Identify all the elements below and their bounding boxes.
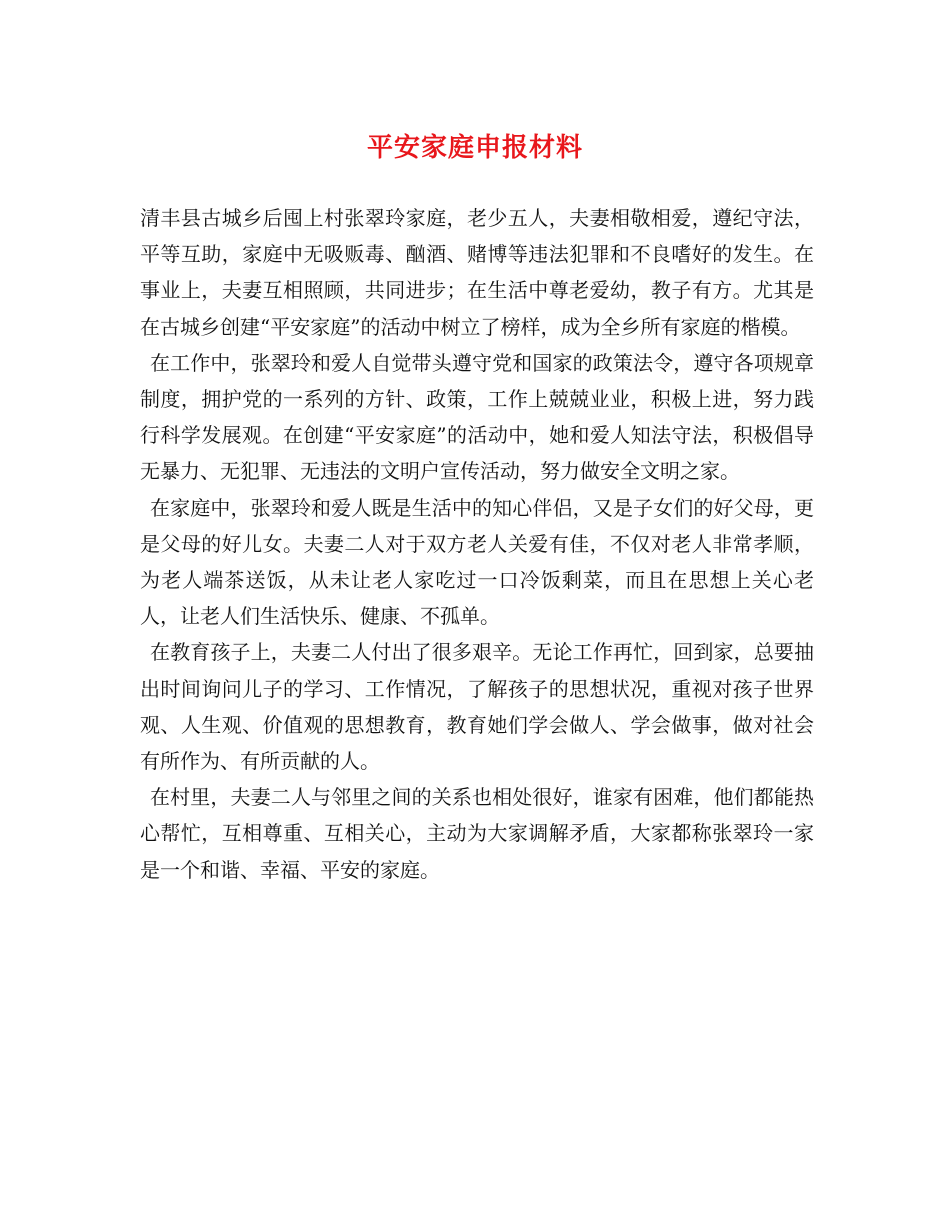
document-title: 平安家庭申报材料 (366, 133, 583, 163)
document-body (140, 200, 814, 888)
paragraph-work: 在工作中，张翠玲和爱人自觉带头遵守党和国家的政策法令，遵守各项规章制度，拥护党的一系列的方针、政策，工作上兢兢业业，积极上进，努力践行科学发展观。在创建“平安家庭”的活动中，她和爱人知法守法，积极倡导无暴力、无犯罪、无违法的文明户宣传活动，努力做安全文明之家。 (140, 350, 814, 484)
paragraph-family: 在家庭中，张翠玲和爱人既是生活中的知心伴侣，又是子女们的好父母，更是父母的好儿女。夫妻二人对于双方老人关爱有佳，不仅对老人非常孝顺，为老人端茶送饭，从未让老人家吃过一口冷饭剩菜，而且在思想上关心老人，让老人们生活快乐、健康、不孤单。 (140, 495, 814, 629)
paragraph-education: 在教育孩子上，夫妻二人付出了很多艰辛。无论工作再忙，回到家，总要抽出时间询问儿子的学习、工作情况，了解孩子的思想状况，重视对孩子世界观、人生观、价值观的思想教育，教育她们学会做人、学会做事，做对社会有所作为、有所贡献的人。 (140, 640, 814, 774)
paragraph-village: 在村里，夫妻二人与邻里之间的关系也相处很好，谁家有困难，他们都能热心帮忙，互相尊重、互相关心，主动为大家调解矛盾，大家都称张翠玲一家是一个和谐、幸福、平安的家庭。 (140, 785, 814, 882)
paragraph-intro: 清丰县古城乡后囤上村张翠玲家庭，老少五人，夫妻相敬相爱，遵纪守法，平等互助，家庭中无吸贩毒、酗酒、赌博等违法犯罪和不良嗜好的发生。在事业上，夫妻互相照顾，共同进步；在生活中尊老爱幼，教子有方。尤其是在古城乡创建“平安家庭”的活动中树立了榜样，成为全乡所有家庭的楷模。 (140, 206, 814, 339)
